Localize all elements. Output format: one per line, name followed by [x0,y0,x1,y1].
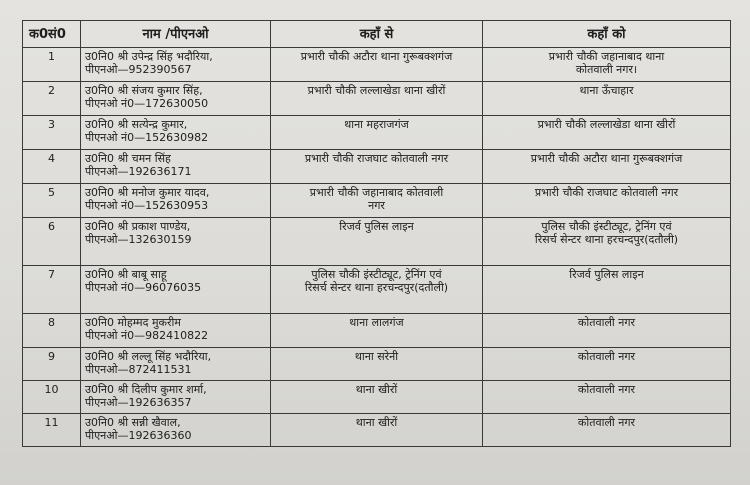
table-row [23,48,731,82]
cell-name [81,414,271,447]
table-row [23,266,731,314]
from-location-line: नगर [368,199,385,212]
table-row [23,314,731,348]
to-location-line: कोतवाली नगर [577,383,636,396]
cell-name [81,116,271,150]
officer-name: उ0नि0 श्री संजय कुमार सिंह, [85,84,203,97]
from-location-line: रिसर्च सेन्टर थाना हरचन्दपुर(दतौली) [304,281,449,294]
to-location-line: पुलिस चौकी इंस्टीट्यूट, ट्रेनिंग एवं [541,220,672,233]
cell-sr: 4 [23,150,81,184]
officer-name: उ0नि0 श्री दिलीप कुमार शर्मा, [85,383,207,396]
cell-to [483,184,731,218]
from-location-line: रिजर्व पुलिस लाइन [339,220,414,233]
officer-name: उ0नि0 श्री लल्लू सिंह भदौरिया, [85,350,212,363]
cell-from [271,414,483,447]
officer-pno: पीएनओ नं0—96076035 [85,281,202,294]
table-row [23,218,731,266]
cell-sr: 5 [23,184,81,218]
cell-from [271,218,483,266]
officer-pno: पीएनओ—192636357 [85,396,192,409]
table-row [23,116,731,150]
from-location-line: थाना लालगंज [349,316,404,329]
officer-pno: पीएनओ नं0—152630953 [85,199,209,212]
officer-pno: पीएनओ—132630159 [85,233,192,246]
cell-sr: 2 [23,82,81,116]
cell-name [81,266,271,314]
cell-from [271,116,483,150]
cell-from [271,150,483,184]
officer-pno: पीएनओ—952390567 [85,63,192,76]
header-name: नाम /पीएनओ [81,21,271,48]
cell-name [81,82,271,116]
officer-pno: पीएनओ—192636360 [85,429,192,442]
officer-pno: पीएनओ नं0—982410822 [85,329,209,342]
to-location-line: प्रभारी चौकी जहानाबाद थाना [548,50,665,63]
from-location-line: प्रभारी चौकी लल्लाखेडा थाना खीरों [307,84,446,97]
cell-name [81,348,271,381]
transfer-table [22,20,731,447]
cell-sr: 10 [23,381,81,414]
cell-sr: 1 [23,48,81,82]
officer-name: उ0नि0 श्री प्रकाश पाण्डेय, [85,220,191,233]
cell-sr: 6 [23,218,81,266]
table-row [23,184,731,218]
table-header-row [23,21,731,48]
from-location-line: थाना महराजगंज [344,118,409,131]
cell-to [483,266,731,314]
to-location-line: रिसर्च सेन्टर थाना हरचन्दपुर(दतौली) [534,233,679,246]
cell-name [81,150,271,184]
header-to: कहाँ को [483,21,731,48]
cell-from [271,184,483,218]
officer-name: उ0नि0 श्री सत्येन्द्र कुमार, [85,118,188,131]
cell-sr: 9 [23,348,81,381]
cell-to [483,414,731,447]
to-location-line: कोतवाली नगर [577,350,636,363]
table-body [23,48,731,447]
to-location-line: प्रभारी चौकी लल्लाखेडा थाना खीरों [537,118,676,131]
cell-name [81,218,271,266]
table-row [23,82,731,116]
cell-name [81,314,271,348]
cell-to [483,381,731,414]
table-row [23,150,731,184]
from-location-line: प्रभारी चौकी राजघाट कोतवाली नगर [304,152,449,165]
to-location-line: प्रभारी चौकी अटौरा थाना गुरूबक्शगंज [530,152,683,165]
from-location-line: थाना खीरों [355,383,398,396]
to-location-line: थाना ऊँचाहार [579,84,634,97]
officer-pno: पीएनओ—872411531 [85,363,192,376]
cell-from [271,266,483,314]
cell-to [483,218,731,266]
cell-to [483,48,731,82]
cell-from [271,348,483,381]
cell-from [271,82,483,116]
cell-sr: 7 [23,266,81,314]
cell-name [81,184,271,218]
officer-pno: पीएनओ—192636171 [85,165,192,178]
to-location-line: रिजर्व पुलिस लाइन [569,268,644,281]
to-location-line: प्रभारी चौकी राजघाट कोतवाली नगर [534,186,679,199]
officer-name: उ0नि0 श्री चमन सिंह [85,152,171,165]
cell-sr: 11 [23,414,81,447]
officer-pno: पीएनओ नं0—152630982 [85,131,209,144]
from-location-line: प्रभारी चौकी अटौरा थाना गुरूबक्शगंज [300,50,453,63]
table-row [23,381,731,414]
cell-from [271,48,483,82]
cell-sr: 3 [23,116,81,150]
cell-from [271,314,483,348]
officer-name: उ0नि0 श्री उपेन्द्र सिंह भदौरिया, [85,50,213,63]
from-location-line: पुलिस चौकी इंस्टीट्यूट, ट्रेनिंग एवं [311,268,442,281]
to-location-line: कोतवाली नगर [577,316,636,329]
officer-pno: पीएनओ नं0—172630050 [85,97,209,110]
header-from: कहाँ से [271,21,483,48]
table-row [23,348,731,381]
cell-to [483,314,731,348]
cell-from [271,381,483,414]
from-location-line: थाना खीरों [355,416,398,429]
to-location-line: कोतवाली नगर। [575,63,638,76]
cell-name [81,381,271,414]
officer-name: उ0नि0 श्री सन्नी खैवाल, [85,416,181,429]
cell-to [483,348,731,381]
officer-name: उ0नि0 श्री बाबू साहू [85,268,167,281]
cell-to [483,116,731,150]
cell-sr: 8 [23,314,81,348]
from-location-line: प्रभारी चौकी जहानाबाद कोतवाली [309,186,444,199]
from-location-line: थाना सरेनी [354,350,399,363]
cell-to [483,150,731,184]
cell-to [483,82,731,116]
to-location-line: कोतवाली नगर [577,416,636,429]
table-row [23,414,731,447]
header-sr: क0सं0 [23,21,81,48]
officer-name: उ0नि0 मोहम्मद मुकरीम [85,316,181,329]
cell-name [81,48,271,82]
officer-name: उ0नि0 श्री मनोज कुमार यादव, [85,186,210,199]
